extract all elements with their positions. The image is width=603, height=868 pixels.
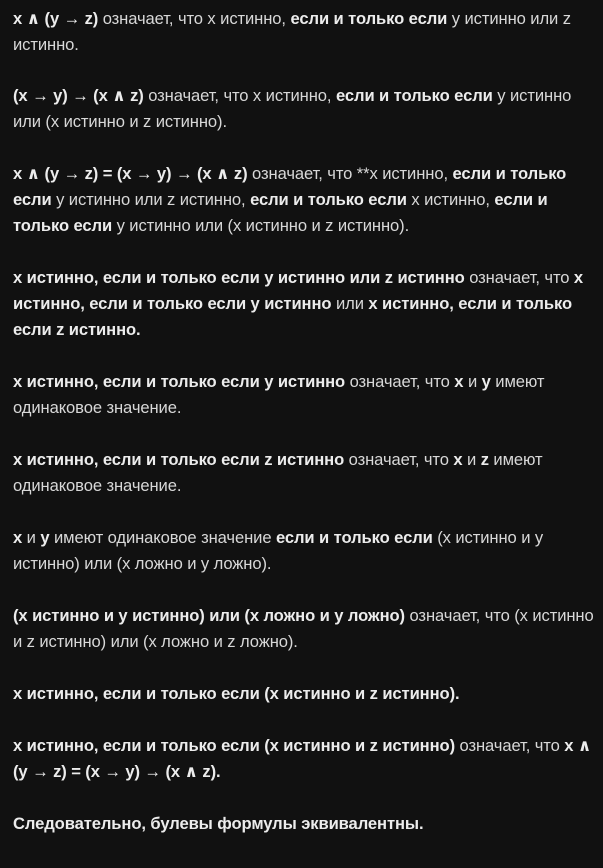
bold-text: Следовательно, булевы формулы эквивалентны. bbox=[13, 814, 424, 833]
text: и bbox=[462, 450, 481, 469]
text: x истинно, bbox=[406, 190, 495, 209]
bold-text: x истинно, если и только если z истинно. bbox=[13, 294, 572, 339]
text: y истинно или (x истинно и z истинно). bbox=[13, 86, 572, 131]
bold-text: x bbox=[13, 528, 23, 547]
paragraph-conclusion bbox=[13, 811, 595, 837]
paragraph-1 bbox=[13, 6, 595, 58]
text: означает, что x истинно, bbox=[98, 9, 291, 28]
bold-text: x истинно, если и только если y истинно bbox=[13, 372, 346, 391]
text: y истинно или z истинно, bbox=[51, 190, 251, 209]
paragraph-3 bbox=[13, 161, 595, 239]
paragraph-4 bbox=[13, 265, 595, 343]
text: y истинно или z истинно. bbox=[13, 9, 571, 54]
bold-text: y bbox=[40, 528, 50, 547]
bold-text: если и только если bbox=[13, 164, 567, 209]
bold-text: x истинно, если и только если y истинно bbox=[13, 268, 584, 313]
bold-text: если и только если bbox=[275, 528, 433, 547]
bold-text: если и только если bbox=[335, 86, 493, 105]
bold-text: если и только если bbox=[290, 9, 448, 28]
text: означает, что bbox=[455, 736, 565, 755]
bold-text: z bbox=[480, 450, 489, 469]
text: означает, что (x истинно и z истинно) или (x ложно и z ложно). bbox=[13, 606, 594, 651]
text: имеют одинаковое значение. bbox=[13, 372, 545, 417]
text: означает, что x истинно, bbox=[143, 86, 336, 105]
bold-text: x ∧ (y → z) bbox=[13, 9, 99, 28]
text: означает, что bbox=[344, 450, 454, 469]
bold-text: x bbox=[453, 450, 463, 469]
paragraph-9 bbox=[13, 681, 595, 707]
bold-text: x истинно, если и только если y истинно или z истинно bbox=[13, 268, 465, 287]
bold-text: y bbox=[481, 372, 491, 391]
text: означает, что **x истинно, bbox=[247, 164, 453, 183]
bold-text: x ∧ (y → z) = (x → y) → (x ∧ z). bbox=[13, 736, 592, 781]
text: (x истинно и y истинно) или (x ложно и y ложно). bbox=[13, 528, 544, 573]
bold-text: (x истинно и y истинно) или (x ложно и y ложно) bbox=[13, 606, 405, 625]
text: означает, что bbox=[464, 268, 574, 287]
bold-text: x bbox=[454, 372, 464, 391]
paragraph-2 bbox=[13, 83, 595, 135]
paragraph-8 bbox=[13, 603, 595, 655]
text: и bbox=[463, 372, 482, 391]
paragraph-10 bbox=[13, 733, 595, 785]
text: или bbox=[331, 294, 369, 313]
paragraph-6 bbox=[13, 447, 595, 499]
bold-text: если и только если bbox=[13, 190, 548, 235]
paragraph-5 bbox=[13, 369, 595, 421]
bold-text: x истинно, если и только если (x истинно и z истинно). bbox=[13, 684, 460, 703]
text: и bbox=[22, 528, 41, 547]
text: означает, что bbox=[345, 372, 455, 391]
bold-text: (x → y) → (x ∧ z) bbox=[13, 86, 144, 105]
bold-text: x истинно, если и только если (x истинно и z истинно) bbox=[13, 736, 455, 755]
text: y истинно или (x истинно и z истинно). bbox=[112, 216, 410, 235]
text: имеют одинаковое значение. bbox=[13, 450, 543, 495]
bold-text: если и только если bbox=[250, 190, 407, 209]
paragraph-7 bbox=[13, 525, 595, 577]
text: имеют одинаковое значение bbox=[49, 528, 276, 547]
bold-text: x ∧ (y → z) = (x → y) → (x ∧ z) bbox=[13, 164, 248, 183]
bold-text: x истинно, если и только если z истинно bbox=[13, 450, 345, 469]
